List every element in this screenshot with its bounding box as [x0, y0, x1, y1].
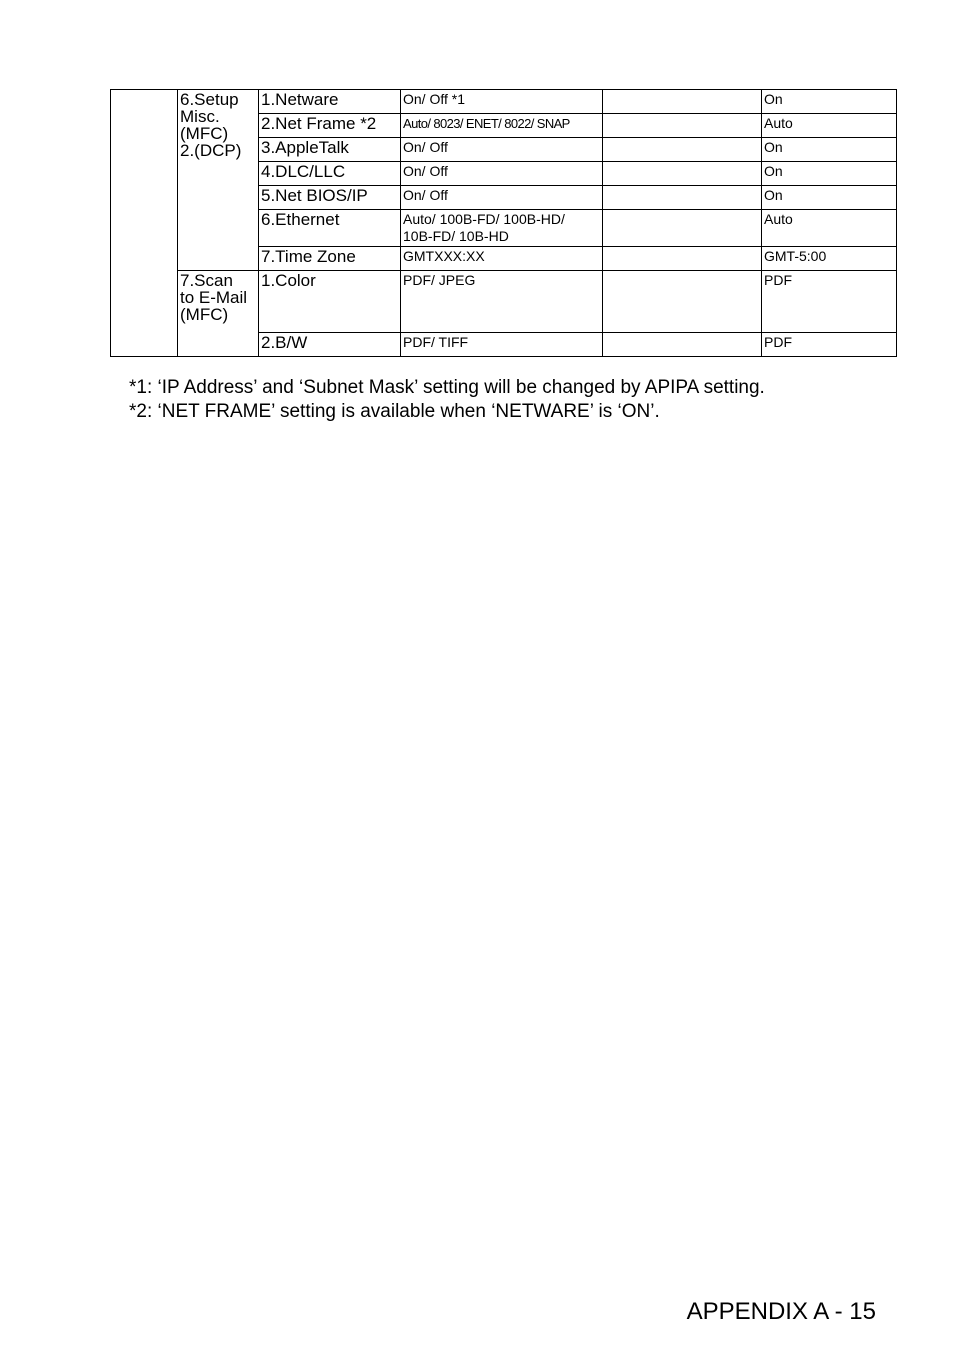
default-value: On [762, 162, 897, 186]
blank-cell [603, 138, 762, 162]
option-values: Auto/ 100B-FD/ 100B-HD/ 10B-FD/ 10B-HD [401, 210, 603, 247]
blank-cell [603, 90, 762, 114]
page-number: APPENDIX A - 15 [686, 1298, 876, 1325]
empty-level-column [111, 90, 178, 357]
default-value: On [762, 186, 897, 210]
option-values: On/ Off [401, 138, 603, 162]
default-value: On [762, 138, 897, 162]
blank-cell [603, 271, 762, 333]
footnotes [129, 376, 765, 424]
blank-cell [603, 114, 762, 138]
table-row [111, 271, 897, 333]
submenu-scan-to-email: 7.Scan to E-Mail (MFC) [178, 271, 259, 357]
footnote-1: *1: ‘IP Address’ and ‘Subnet Mask’ setting will be changed by APIPA setting. [129, 377, 765, 398]
option-values: On/ Off [401, 162, 603, 186]
table-row [111, 90, 897, 114]
submenu-setup-misc: 6.Setup Misc. (MFC) 2.(DCP) [178, 90, 259, 271]
blank-cell [603, 333, 762, 357]
option-values: PDF/ TIFF [401, 333, 603, 357]
blank-cell [603, 210, 762, 247]
default-value: On [762, 90, 897, 114]
blank-cell [603, 247, 762, 271]
footnote-2: *2: ‘NET FRAME’ setting is available when ‘NETWARE’ is ‘ON’. [129, 401, 660, 422]
menu-item: 2.Net Frame *2 [259, 114, 401, 138]
default-value: PDF [762, 333, 897, 357]
default-value: Auto [762, 210, 897, 247]
menu-item: 1.Netware [259, 90, 401, 114]
menu-item: 7.Time Zone [259, 247, 401, 271]
menu-item: 5.Net BIOS/IP [259, 186, 401, 210]
menu-item: 3.AppleTalk [259, 138, 401, 162]
blank-cell [603, 162, 762, 186]
menu-settings-table [110, 89, 897, 357]
option-values: On/ Off [401, 186, 603, 210]
default-value: Auto [762, 114, 897, 138]
menu-item: 4.DLC/LLC [259, 162, 401, 186]
default-value: GMT-5:00 [762, 247, 897, 271]
option-values: Auto/ 8023/ ENET/ 8022/ SNAP [401, 114, 603, 138]
blank-cell [603, 186, 762, 210]
menu-item: 1.Color [259, 271, 401, 333]
menu-item: 2.B/W [259, 333, 401, 357]
option-values: GMTXXX:XX [401, 247, 603, 271]
option-values: On/ Off *1 [401, 90, 603, 114]
default-value: PDF [762, 271, 897, 333]
option-values: PDF/ JPEG [401, 271, 603, 333]
menu-item: 6.Ethernet [259, 210, 401, 247]
